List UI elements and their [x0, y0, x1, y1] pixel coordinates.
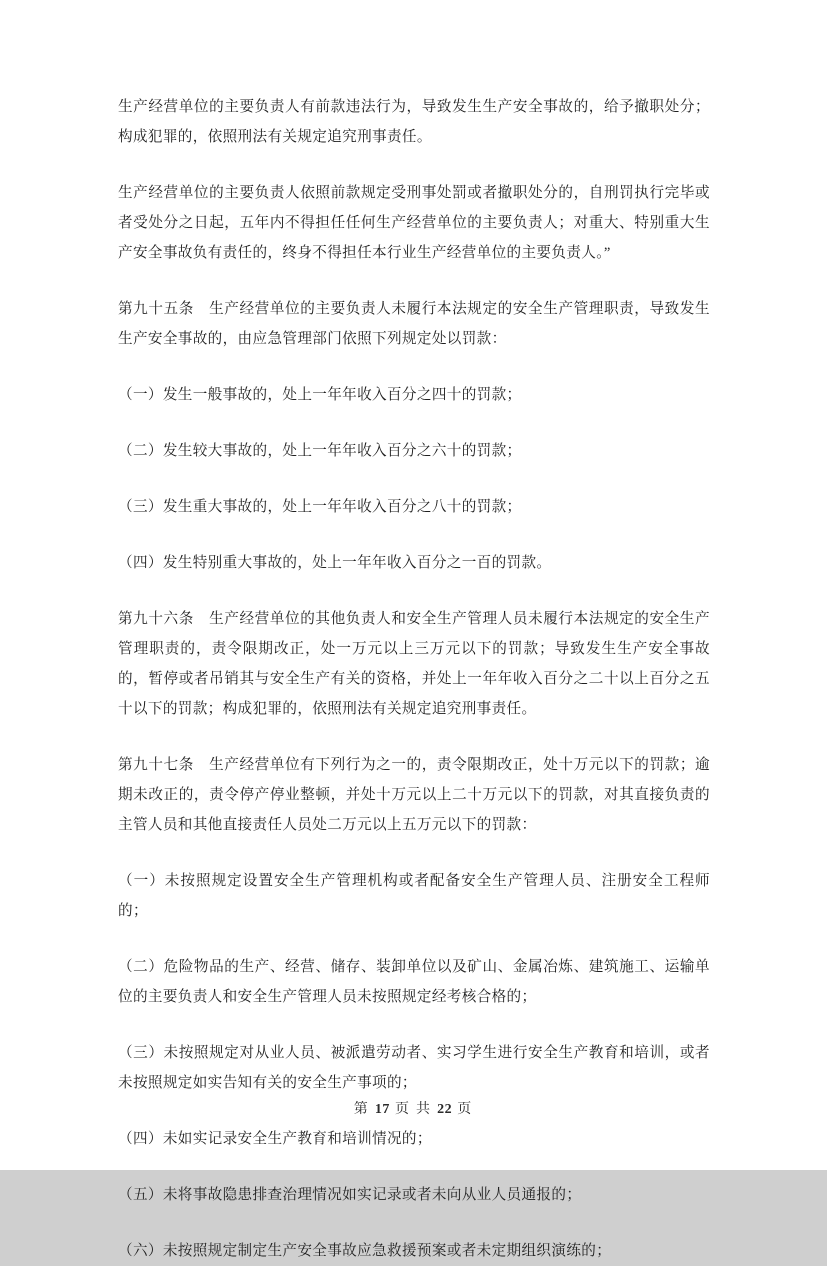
list-item: （一）未按照规定设置安全生产管理机构或者配备安全生产管理人员、注册安全工程师的；: [118, 873, 710, 919]
list-item: （二）发生较大事故的，处上一年年收入百分之六十的罚款；: [118, 443, 522, 459]
list-item: （三）未按照规定对从业人员、被派遣劳动者、实习学生进行安全生产教育和培训，或者未按照规定如实告知有关的安全生产事项的；: [118, 1045, 710, 1091]
list-item: （一）发生一般事故的，处上一年年收入百分之四十的罚款；: [118, 387, 522, 403]
list-item: （五）未将事故隐患排查治理情况如实记录或者未向从业人员通报的；: [118, 1187, 582, 1203]
page-footer: [0, 1098, 827, 1118]
list-item: （四）未如实记录安全生产教育和培训情况的；: [118, 1131, 432, 1147]
footer-page-label: 页: [394, 1102, 411, 1117]
footer-prefix: 第: [353, 1102, 370, 1117]
document-body: [118, 92, 710, 1266]
footer-total-pages: 22: [437, 1102, 453, 1117]
article-96-paragraph: 第九十六条 生产经营单位的其他负责人和安全生产管理人员未履行本法规定的安全生产管理职责的，责令限期改正，处一万元以上三万元以下的罚款；导致发生生产安全事故的，暂停或者吊销其与安全生产有关的资格，并处上一年年收入百分之二十以上百分之五十以下的罚款；构成犯罪的，依照刑法有关规定追究刑事责任。: [118, 611, 710, 717]
footer-of-label: 共: [416, 1102, 433, 1117]
article-95-paragraph: 第九十五条 生产经营单位的主要负责人未履行本法规定的安全生产管理职责，导致发生生产安全事故的，由应急管理部门依照下列规定处以罚款：: [118, 301, 710, 347]
list-item: （六）未按照规定制定生产安全事故应急救援预案或者未定期组织演练的；: [118, 1243, 612, 1259]
article-97-paragraph: 第九十七条 生产经营单位有下列行为之一的，责令限期改正，处十万元以下的罚款；逾期未改正的，责令停产停业整顿，并处十万元以上二十万元以下的罚款，对其直接负责的主管人员和其他直接责任人员处二万元以上五万元以下的罚款：: [118, 757, 710, 833]
list-item: （二）危险物品的生产、经营、储存、装卸单位以及矿山、金属冶炼、建筑施工、运输单位的主要负责人和安全生产管理人员未按照规定经考核合格的；: [118, 959, 710, 1005]
footer-suffix: 页: [457, 1102, 474, 1117]
paragraph: 生产经营单位的主要负责人依照前款规定受刑事处罰或者撤职处分的，自刑罚执行完毕或者受处分之日起，五年内不得担任任何生产经营单位的主要负责人；对重大、特别重大生产安全事故负有责任的，终身不得担任本行业生产经营单位的主要负责人。”: [118, 185, 710, 261]
footer-current-page: 17: [374, 1102, 390, 1117]
list-item: （三）发生重大事故的，处上一年年收入百分之八十的罚款；: [118, 499, 522, 515]
list-item: （四）发生特别重大事故的，处上一年年收入百分之一百的罚款。: [118, 555, 552, 571]
paragraph: 生产经营单位的主要负责人有前款违法行为，导致发生生产安全事故的，给予撤职处分；构成犯罪的，依照刑法有关规定追究刑事责任。: [118, 99, 710, 145]
